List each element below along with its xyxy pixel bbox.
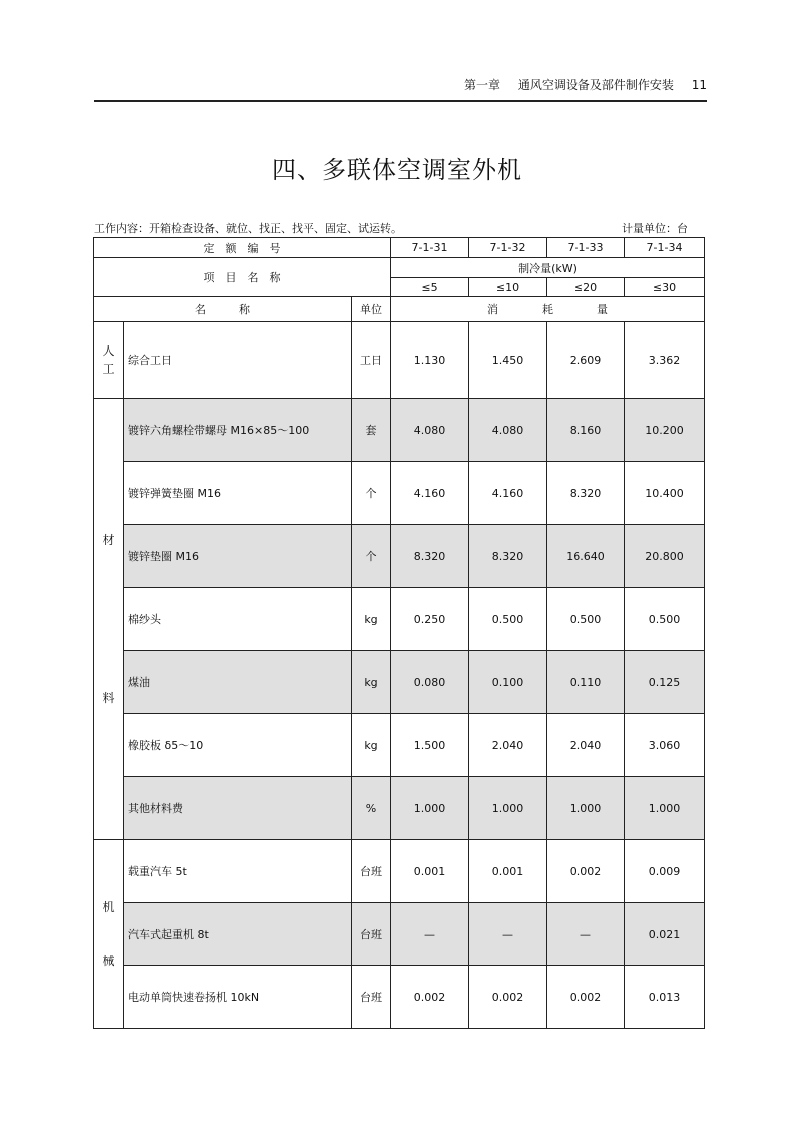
consumption-value: 0.500 [547,588,625,651]
consumption-value: 1.130 [391,322,469,399]
param-level: ≤30 [625,278,705,297]
consumption-value: 0.002 [391,966,469,1029]
item-unit: 个 [352,462,391,525]
name-column-header: 名 称 [94,297,352,322]
group-label-text: 机 [102,900,115,914]
item-unit: kg [352,588,391,651]
page-number: 11 [691,78,707,92]
table-row [94,322,705,399]
consumption-value: 0.110 [547,651,625,714]
quota-label: 定 额 编 号 [94,238,391,258]
consumption-value: 0.001 [469,840,547,903]
chapter-number: 第一章 [464,78,501,92]
unit-column-header: 单位 [352,297,391,322]
quota-code: 7-1-31 [391,238,469,258]
group-label-labor [94,322,124,399]
group-label-text: 械 [102,954,115,968]
chapter-heading [450,76,707,93]
consumption-value: 8.320 [391,525,469,588]
consumption-value: 0.500 [469,588,547,651]
consumption-column-header: 消 耗 量 [391,297,705,322]
item-unit: kg [352,714,391,777]
param-row [94,258,705,278]
consumption-value: 20.800 [625,525,705,588]
table-row [94,651,705,714]
consumption-value: 2.040 [469,714,547,777]
item-name: 镀锌弹簧垫圈 M16 [124,462,352,525]
group-label-material [94,399,124,840]
section-title: 四、多联体空调室外机 [272,156,522,184]
param-label: 制冷量(kW) [391,258,705,278]
consumption-value: 1.000 [547,777,625,840]
consumption-value: 3.060 [625,714,705,777]
item-unit: 台班 [352,903,391,966]
table-row [94,777,705,840]
consumption-value: 4.080 [391,399,469,462]
consumption-value: — [547,903,625,966]
quota-code: 7-1-33 [547,238,625,258]
table-row [94,903,705,966]
consumption-value: 2.040 [547,714,625,777]
consumption-value: 16.640 [547,525,625,588]
chapter-title: 通风空调设备及部件制作安装 [517,78,674,92]
consumption-value: 0.002 [547,840,625,903]
item-name: 镀锌六角螺栓带螺母 M16×85～100 [124,399,352,462]
quota-code: 7-1-32 [469,238,547,258]
consumption-value: — [391,903,469,966]
consumption-value: 0.002 [469,966,547,1029]
table-row [94,525,705,588]
item-unit: 工日 [352,322,391,399]
table-row [94,966,705,1029]
consumption-value: 0.013 [625,966,705,1029]
param-level: ≤20 [547,278,625,297]
item-unit: kg [352,651,391,714]
consumption-value: 1.500 [391,714,469,777]
consumption-value: 8.320 [547,462,625,525]
running-header [94,76,707,102]
consumption-value: 2.609 [547,322,625,399]
item-name: 载重汽车 5t [124,840,352,903]
unit-note: 计量单位：台 [622,222,688,235]
consumption-value: 1.000 [391,777,469,840]
consumption-value: 0.080 [391,651,469,714]
table-row [94,399,705,462]
consumption-value: 1.000 [625,777,705,840]
quota-code-row [94,238,705,258]
consumption-value: 4.080 [469,399,547,462]
group-label-machine [94,840,124,1029]
consumption-value: 1.000 [469,777,547,840]
item-name-label: 项 目 名 称 [94,258,391,297]
item-name: 橡胶板 δ5～10 [124,714,352,777]
item-name: 电动单筒快速卷扬机 10kN [124,966,352,1029]
quota-code: 7-1-34 [625,238,705,258]
item-name: 其他材料费 [124,777,352,840]
table-row [94,588,705,651]
consumption-value: 10.400 [625,462,705,525]
consumption-value: 0.100 [469,651,547,714]
item-unit: 台班 [352,966,391,1029]
consumption-value: 0.001 [391,840,469,903]
consumption-value: 0.002 [547,966,625,1029]
group-label-text: 材 [102,533,115,547]
group-label-text: 人 工 [102,344,115,376]
param-level: ≤10 [469,278,547,297]
consumption-value: 4.160 [391,462,469,525]
consumption-value: 0.021 [625,903,705,966]
consumption-value: 8.320 [469,525,547,588]
item-unit: 台班 [352,840,391,903]
item-unit: 套 [352,399,391,462]
consumption-value: 8.160 [547,399,625,462]
consumption-value: 0.125 [625,651,705,714]
consumption-value: 4.160 [469,462,547,525]
param-level: ≤5 [391,278,469,297]
consumption-value: 3.362 [625,322,705,399]
consumption-value: — [469,903,547,966]
item-name: 综合工日 [124,322,352,399]
consumption-value: 0.500 [625,588,705,651]
quota-table [93,237,705,1029]
item-name: 煤油 [124,651,352,714]
work-content: 工作内容：开箱检查设备、就位、找正、找平、固定、试运转。 [94,222,402,235]
table-body [94,322,705,1029]
consumption-value: 0.250 [391,588,469,651]
table-row [94,462,705,525]
table-row [94,714,705,777]
item-name: 棉纱头 [124,588,352,651]
consumption-value: 10.200 [625,399,705,462]
consumption-value: 1.450 [469,322,547,399]
item-unit: % [352,777,391,840]
item-unit: 个 [352,525,391,588]
item-name: 汽车式起重机 8t [124,903,352,966]
item-name: 镀锌垫圈 M16 [124,525,352,588]
consumption-value: 0.009 [625,840,705,903]
column-header-row [94,297,705,322]
table-row [94,840,705,903]
group-label-text: 料 [102,691,115,705]
